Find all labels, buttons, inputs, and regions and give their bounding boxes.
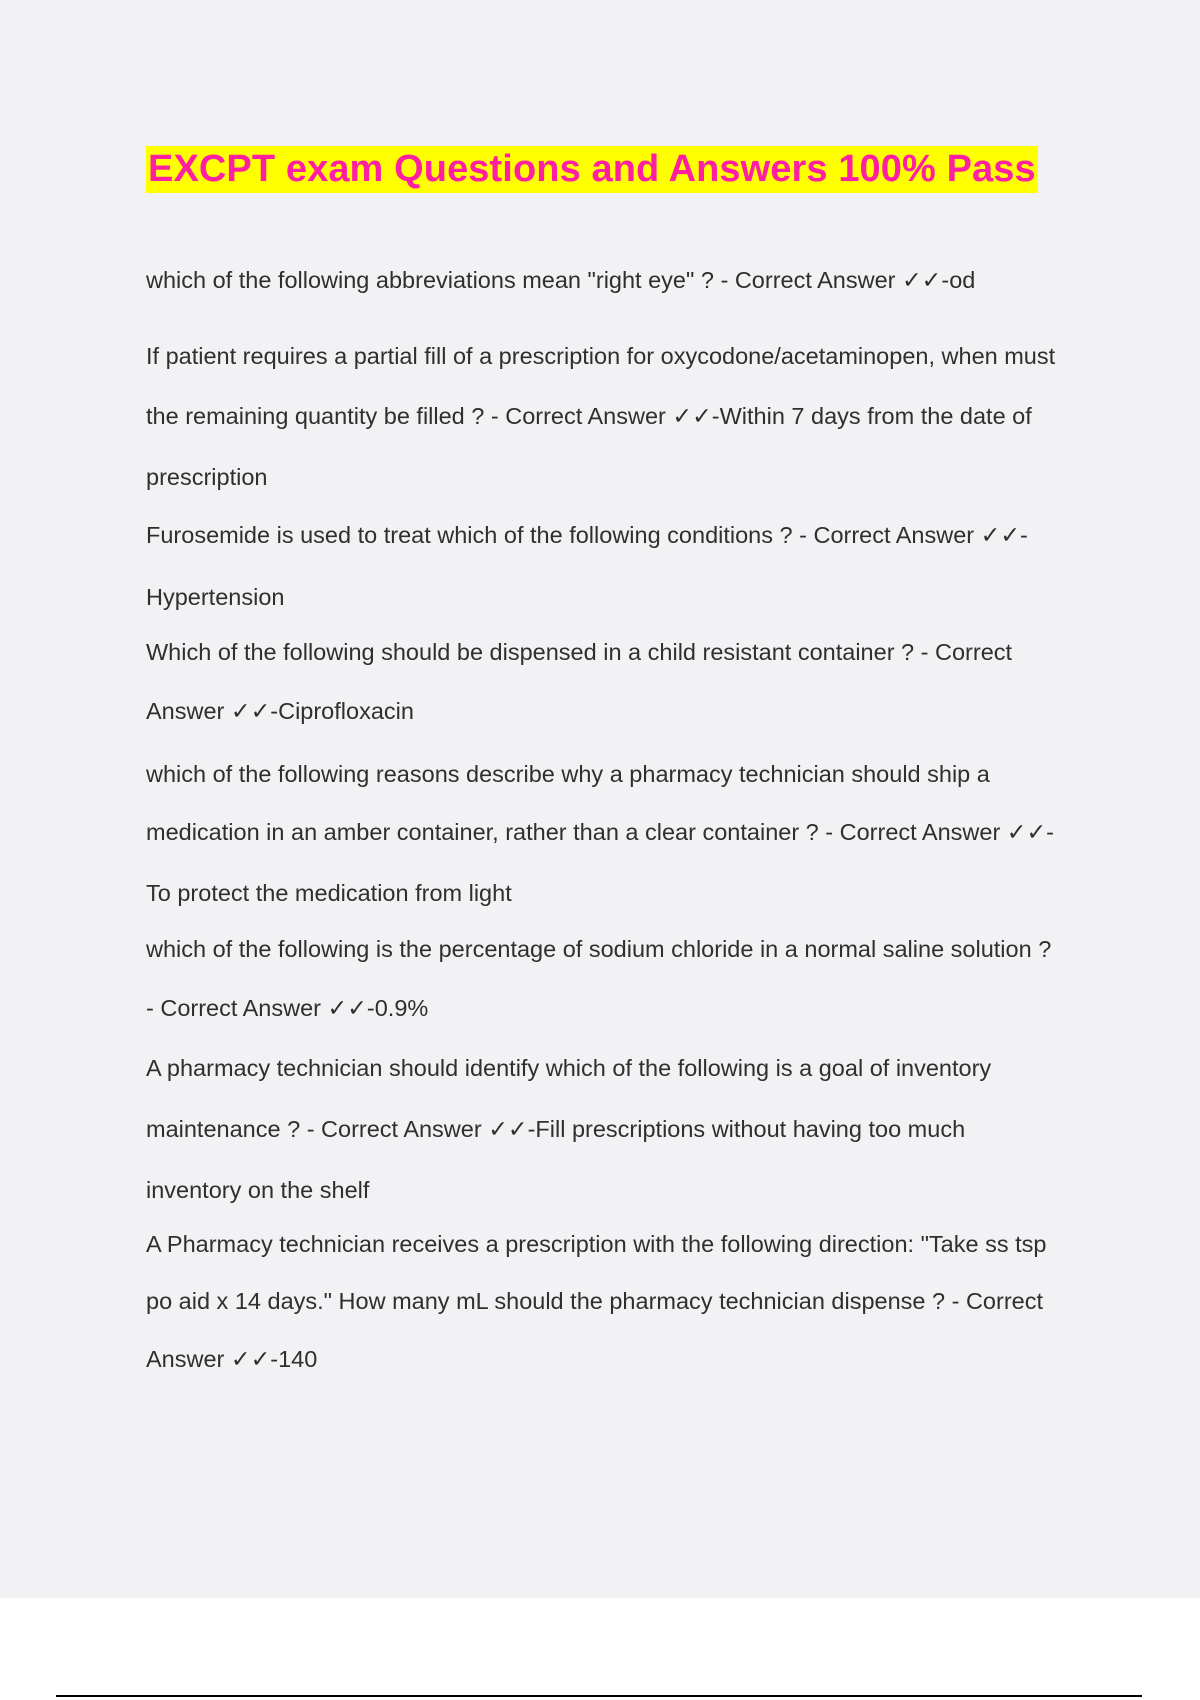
qa-3-line-1: Furosemide is used to treat which of the following conditions ? - Correct Answer ✓✓- bbox=[146, 522, 1028, 548]
qa-2-line-2: the remaining quantity be filled ? - Correct Answer ✓✓-Within 7 days from the date of bbox=[146, 403, 1032, 429]
qa-6-line-1: which of the following is the percentage of sodium chloride in a normal saline solution ? bbox=[146, 936, 1052, 962]
qa-4-line-2: Answer ✓✓-Ciprofloxacin bbox=[146, 698, 414, 724]
qa-7-line-2: maintenance ? - Correct Answer ✓✓-Fill prescriptions without having too much bbox=[146, 1116, 966, 1142]
qa-3-line-2: Hypertension bbox=[146, 584, 285, 610]
qa-5-line-1: which of the following reasons describe why a pharmacy technician should ship a bbox=[146, 761, 990, 787]
footer-divider bbox=[56, 1695, 1142, 1697]
qa-7-line-1: A pharmacy technician should identify which of the following is a goal of inventory bbox=[146, 1055, 992, 1081]
qa-5-line-3: To protect the medication from light bbox=[146, 880, 512, 906]
qa-6-line-2: - Correct Answer ✓✓-0.9% bbox=[146, 995, 429, 1021]
qa-5-line-2: medication in an amber container, rather than a clear container ? - Correct Answer ✓✓- bbox=[146, 819, 1055, 845]
qa-8-line-3: Answer ✓✓-140 bbox=[146, 1346, 318, 1372]
title-highlight bbox=[146, 146, 1038, 193]
qa-8-line-2: po aid x 14 days." How many mL should the pharmacy technician dispense ? - Correct bbox=[146, 1288, 1044, 1314]
qa-2-line-3: prescription bbox=[146, 464, 268, 490]
qa-2-line-1: If patient requires a partial fill of a prescription for oxycodone/acetaminopen, when must bbox=[146, 343, 1056, 369]
qa-8-line-1: A Pharmacy technician receives a prescription with the following direction: "Take ss tsp bbox=[146, 1231, 1047, 1257]
qa-4-line-1: Which of the following should be dispensed in a child resistant container ? - Correct bbox=[146, 639, 1013, 665]
qa-1-line-1: which of the following abbreviations mean "right eye" ? - Correct Answer ✓✓-od bbox=[146, 267, 976, 293]
qa-7-line-3: inventory on the shelf bbox=[146, 1177, 370, 1203]
document-title: EXCPT exam Questions and Answers 100% Pass bbox=[148, 148, 1036, 190]
